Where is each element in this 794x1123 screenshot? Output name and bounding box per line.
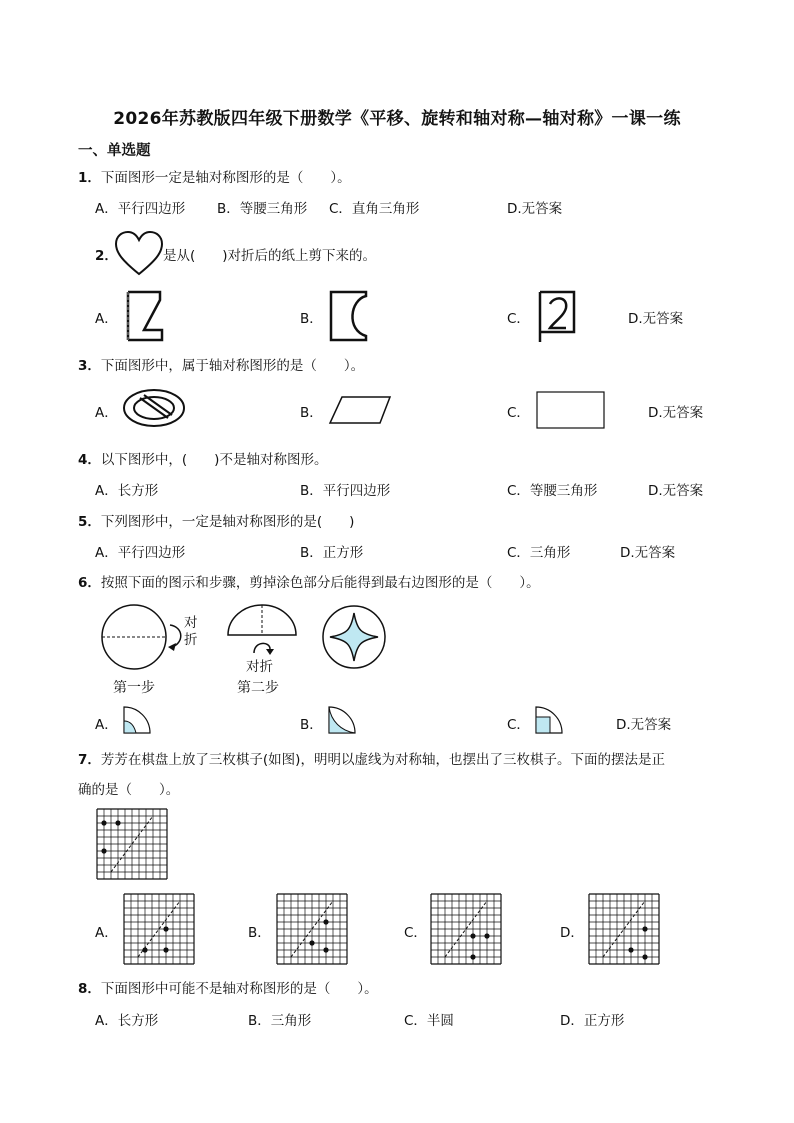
option-c[interactable]: C． [507, 405, 530, 421]
option-c[interactable]: C．半圆 [404, 1013, 454, 1029]
chessboard-option-d [588, 893, 660, 965]
question-number: 6． [78, 575, 101, 591]
option-b[interactable]: B．等腰三角形 [217, 201, 308, 217]
option-b[interactable]: B． [300, 311, 323, 327]
chessboard-option-b [276, 893, 348, 965]
chess-stone [101, 820, 106, 825]
question-text: 以下图形中，( )不是轴对称图形。 [100, 452, 328, 468]
option-c[interactable]: C．等腰三角形 [507, 483, 598, 499]
result-star-figure [321, 604, 387, 670]
option-a[interactable]: A．长方形 [95, 483, 159, 499]
question-8 [78, 977, 378, 997]
option-a[interactable]: A． [95, 405, 118, 421]
option-b[interactable]: B．平行四边形 [300, 483, 391, 499]
option-a[interactable]: A．平行四边形 [95, 201, 186, 217]
option-b[interactable]: B．正方形 [300, 545, 364, 561]
option-b[interactable]: B． [300, 405, 323, 421]
chessboard-original [96, 808, 168, 880]
option-b[interactable]: B． [248, 925, 271, 941]
question-number: 1． [78, 170, 101, 186]
chess-stone [628, 947, 633, 952]
question-number: 4． [78, 452, 101, 468]
question-4 [78, 448, 327, 468]
option-d[interactable]: D． [560, 925, 584, 941]
option-d[interactable]: D.无答案 [507, 201, 563, 217]
option-d[interactable]: D.无答案 [616, 717, 672, 733]
chess-stone [163, 926, 168, 931]
parallelogram-figure [328, 395, 394, 427]
question-text: 是从( )对折后的纸上剪下来的。 [163, 248, 377, 264]
chess-stone [470, 954, 475, 959]
fold-label-bottom: 对折 [246, 659, 273, 675]
chess-stone [642, 926, 647, 931]
chess-stone [309, 940, 314, 945]
chess-stone [323, 919, 328, 924]
option-a[interactable]: A．平行四边形 [95, 545, 186, 561]
option-d[interactable]: D.无答案 [628, 311, 684, 327]
question-number: 2． [95, 248, 118, 264]
chess-stone [163, 947, 168, 952]
option-a[interactable]: A．长方形 [95, 1013, 159, 1029]
question-number: 8． [78, 981, 101, 997]
chess-stone [142, 947, 147, 952]
no-sign-ellipse-figure [122, 388, 186, 428]
question-7-line2: 确的是（ ）。 [78, 782, 180, 798]
option-b[interactable]: B．三角形 [248, 1013, 312, 1029]
option-a[interactable]: A． [95, 717, 118, 733]
option-a[interactable]: A． [95, 311, 118, 327]
option-b[interactable]: B． [300, 717, 323, 733]
option-c[interactable]: C． [507, 311, 530, 327]
chess-stone [470, 933, 475, 938]
step2-label: 第二步 [237, 680, 279, 696]
option-d[interactable]: D.无答案 [648, 405, 704, 421]
chess-stone [642, 954, 647, 959]
question-text: 下列图形中，一定是轴对称图形的是( ) [100, 514, 355, 530]
question-number: 5． [78, 514, 101, 530]
option-d[interactable]: D.无答案 [648, 483, 704, 499]
fold-label-right: 对 折 [184, 615, 198, 648]
option-c[interactable]: C． [404, 925, 427, 941]
question-5 [78, 510, 354, 530]
chessboard-option-a [123, 893, 195, 965]
option-d[interactable]: D．正方形 [560, 1013, 625, 1029]
option-c-quarter-figure [534, 705, 568, 735]
step1-label: 第一步 [113, 680, 155, 696]
question-number: 7． [78, 752, 101, 768]
question-number: 3． [78, 358, 101, 374]
page-title: 2026年苏教版四年级下册数学《平移、旋转和轴对称—轴对称》一课一练 [113, 109, 681, 129]
chess-stone [484, 933, 489, 938]
option-c[interactable]: C．直角三角形 [329, 201, 420, 217]
chessboard-option-c [430, 893, 502, 965]
option-c[interactable]: C． [507, 717, 530, 733]
question-7-line1 [78, 748, 665, 768]
folded-paper-c-figure [532, 288, 578, 344]
option-a[interactable]: A． [95, 925, 118, 941]
chess-stone [101, 848, 106, 853]
chess-stone [115, 820, 120, 825]
step2-semicircle-figure [226, 603, 300, 659]
question-3 [78, 354, 364, 374]
chess-stone [323, 947, 328, 952]
question-text: 下面图形中可能不是轴对称图形的是（ ）。 [100, 981, 378, 997]
question-text: 按照下面的图示和步骤，剪掉涂色部分后能得到最右边图形的是（ ）。 [100, 575, 540, 591]
question-1 [78, 166, 351, 186]
folded-paper-b-figure [328, 290, 370, 342]
option-c[interactable]: C．三角形 [507, 545, 571, 561]
rectangle-figure [536, 391, 606, 431]
folded-paper-a-figure [122, 290, 166, 342]
option-b-quarter-figure [327, 705, 361, 735]
option-a-quarter-figure [122, 705, 156, 735]
question-text: 下面图形中，属于轴对称图形的是（ ）。 [100, 358, 365, 374]
question-6 [78, 571, 540, 591]
section-heading: 一、单选题 [78, 143, 151, 159]
heart-shape-figure [115, 231, 163, 277]
question-text: 下面图形一定是轴对称图形的是（ ）。 [100, 170, 351, 186]
question-text: 芳芳在棋盘上放了三枚棋子(如图)，明明以虚线为对称轴，也摆出了三枚棋子。下面的摆法是正 [100, 752, 665, 768]
option-d[interactable]: D.无答案 [620, 545, 676, 561]
